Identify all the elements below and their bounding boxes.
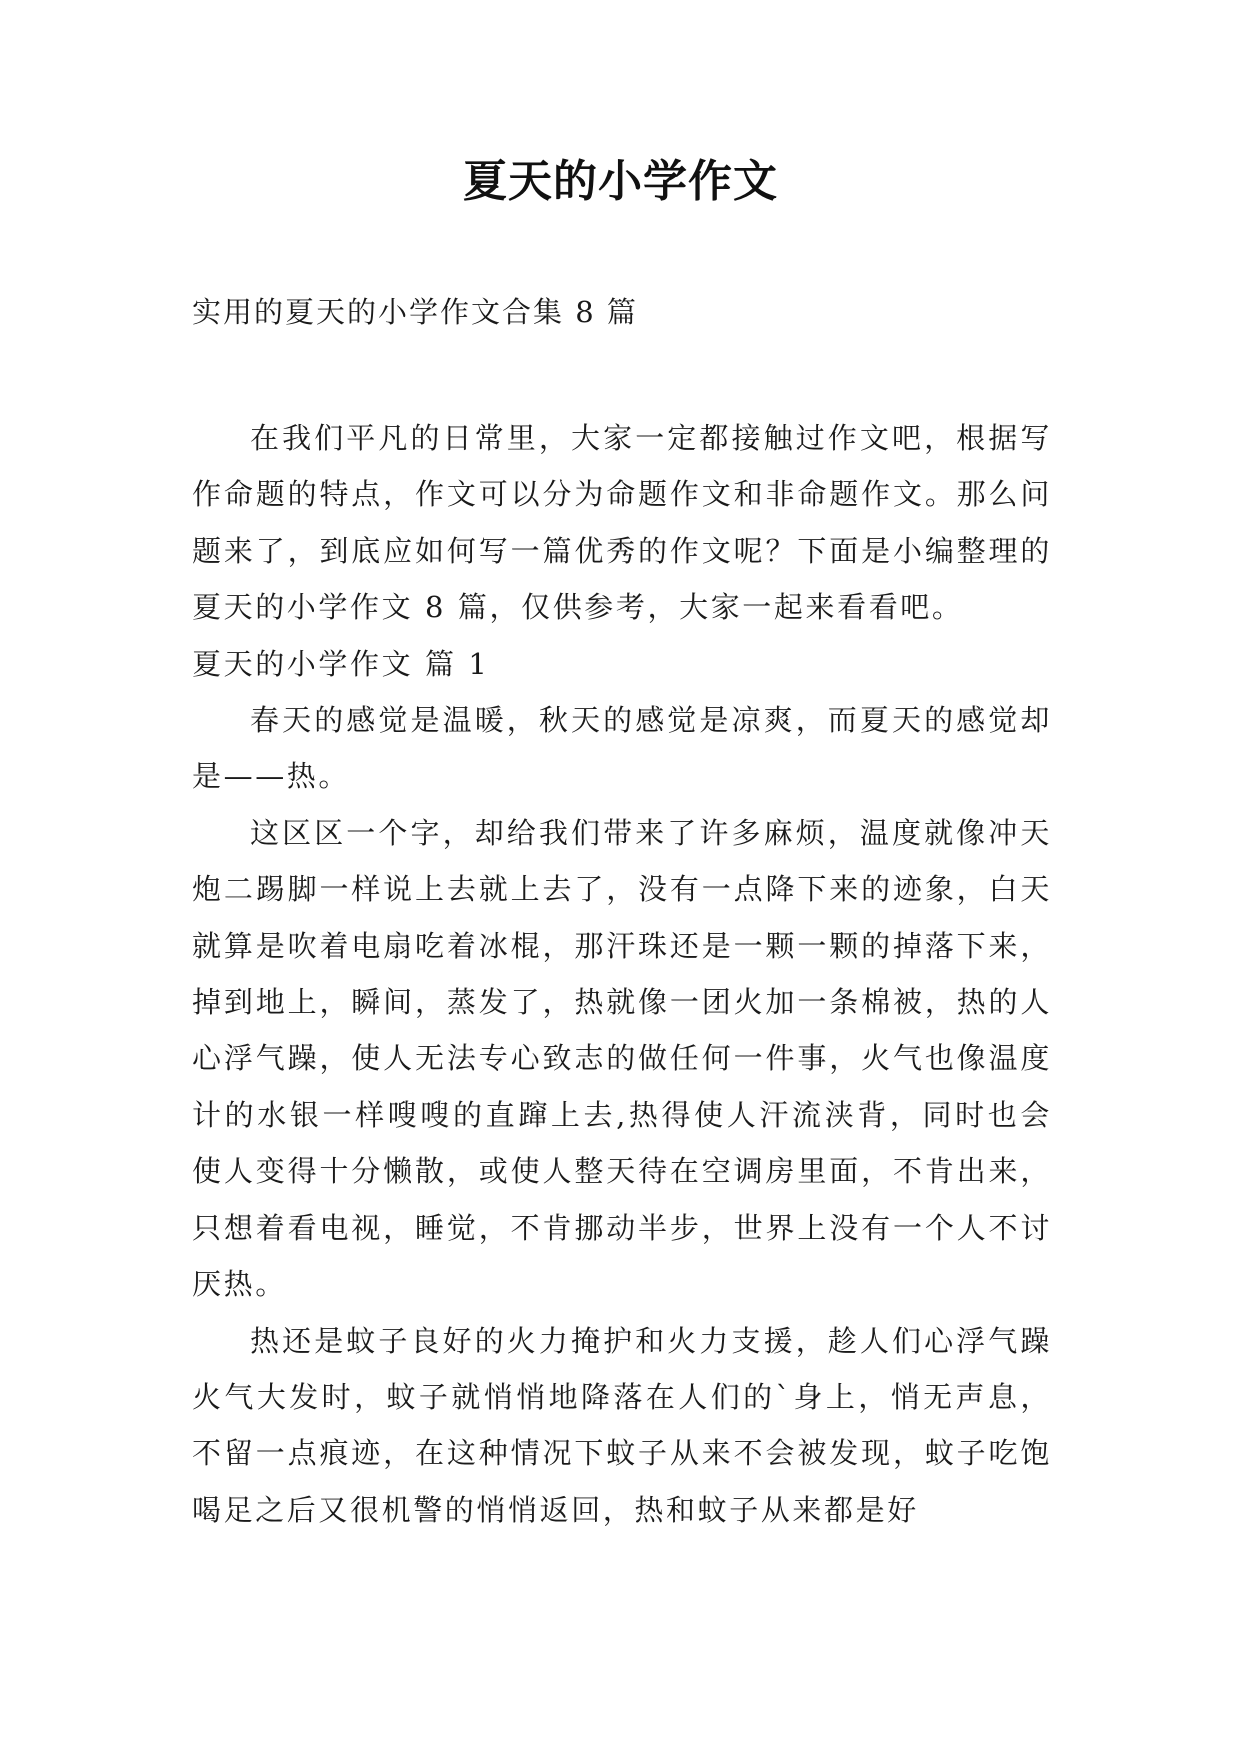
document-title: 夏天的小学作文 [463,156,778,207]
document-subtitle: 实用的夏天的小学作文合集 8 篇 [192,295,638,329]
body-paragraph-1: 春天的感觉是温暖，秋天的感觉是凉爽，而夏天的感觉却是——热。 [192,703,1052,794]
intro-paragraph: 在我们平凡的日常里，大家一定都接触过作文吧，根据写作命题的特点，作文可以分为命题作文和非命题作文。那么问题来了，到底应如何写一篇优秀的作文呢？下面是小编整理的夏天的小学作文 8 篇，仅供参考，大家一起来看看吧。 [192,421,1052,625]
section-heading: 夏天的小学作文 篇 1 [192,646,490,681]
document-body [192,410,1052,1538]
body-paragraph-3: 热还是蚊子良好的火力掩护和火力支援，趁人们心浮气躁火气大发时，蚊子就悄悄地降落在人们的`身上，悄无声息，不留一点痕迹，在这种情况下蚊子从来不会被发现，蚊子吃饱喝足之后又很机警的悄悄返回，热和蚊子从来都是好 [192,1323,1052,1527]
body-paragraph-2: 这区区一个字，却给我们带来了许多麻烦，温度就像冲天炮二踢脚一样说上去就上去了，没有一点降下来的迹象，白天就算是吹着电扇吃着冰棍，那汗珠还是一颗一颗的掉落下来，掉到地上，瞬间，蒸发了，热就像一团火加一条棉被，热的人心浮气躁，使人无法专心致志的做任何一件事，火气也像温度计的水银一样嗖嗖的直蹿上去,热得使人汗流浃背，同时也会使人变得十分懒散，或使人整天待在空调房里面，不肯出来，只想着看电视，睡觉，不肯挪动半步，世界上没有一个人不讨厌热。 [192,815,1052,1302]
